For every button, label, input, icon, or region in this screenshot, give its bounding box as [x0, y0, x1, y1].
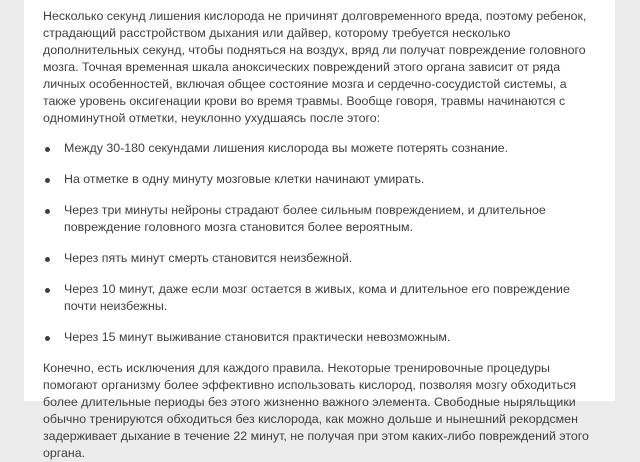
article-body: [43, 8, 595, 462]
article-card: [24, 0, 615, 460]
bullet-item-3: Через три минуты нейроны страдают более сильным повреждением, и длительное повреждение головного мозга становится более вероятным.: [43, 202, 595, 236]
bullet-item-1: Между 30-180 секундами лишения кислорода вы можете потерять сознание.: [43, 140, 595, 157]
bullet-item-4: Через пять минут смерть становится неизбежной.: [43, 250, 595, 267]
bullet-item-5: Через 10 минут, даже если мозг остается в живых, кома и длительное его повреждение почти неизбежны.: [43, 281, 595, 315]
bullet-item-6: Через 15 минут выживание становится практически невозможным.: [43, 329, 595, 346]
bullet-item-2: На отметке в одну минуту мозговые клетки начинают умирать.: [43, 171, 595, 188]
bullet-list: [43, 140, 595, 346]
closing-paragraph: Конечно, есть исключения для каждого правила. Некоторые тренировочные процедуры помогают организму более эффективно использовать кислород, позволяя мозгу обходиться более длительные периоды без этого жизненно важного элемента. Свободные ныряльщики обычно тренируются обходиться без кислорода, как можно дольше и нынешний рекордсмен задерживает дыхание в течение 22 минут, не получая при этом каких-либо повреждений этого органа.: [43, 361, 589, 460]
intro-paragraph: Несколько секунд лишения кислорода не причинят долговременного вреда, поэтому ребенок, страдающий расстройством дыхания или дайвер, которому требуется несколько дополнительных секунд, чтобы подняться на воздух, вряд ли получат повреждение головного мозга. Точная временная шкала аноксических повреждений этого органа зависит от ряда личных особенностей, включая общее состояние мозга и сердечно-сосудистой системы, а также уровень оксигенации крови во время травмы. Вообще говоря, травмы начинаются с одноминутной отметки, неуклонно ухудшаясь после этого:: [43, 9, 587, 125]
